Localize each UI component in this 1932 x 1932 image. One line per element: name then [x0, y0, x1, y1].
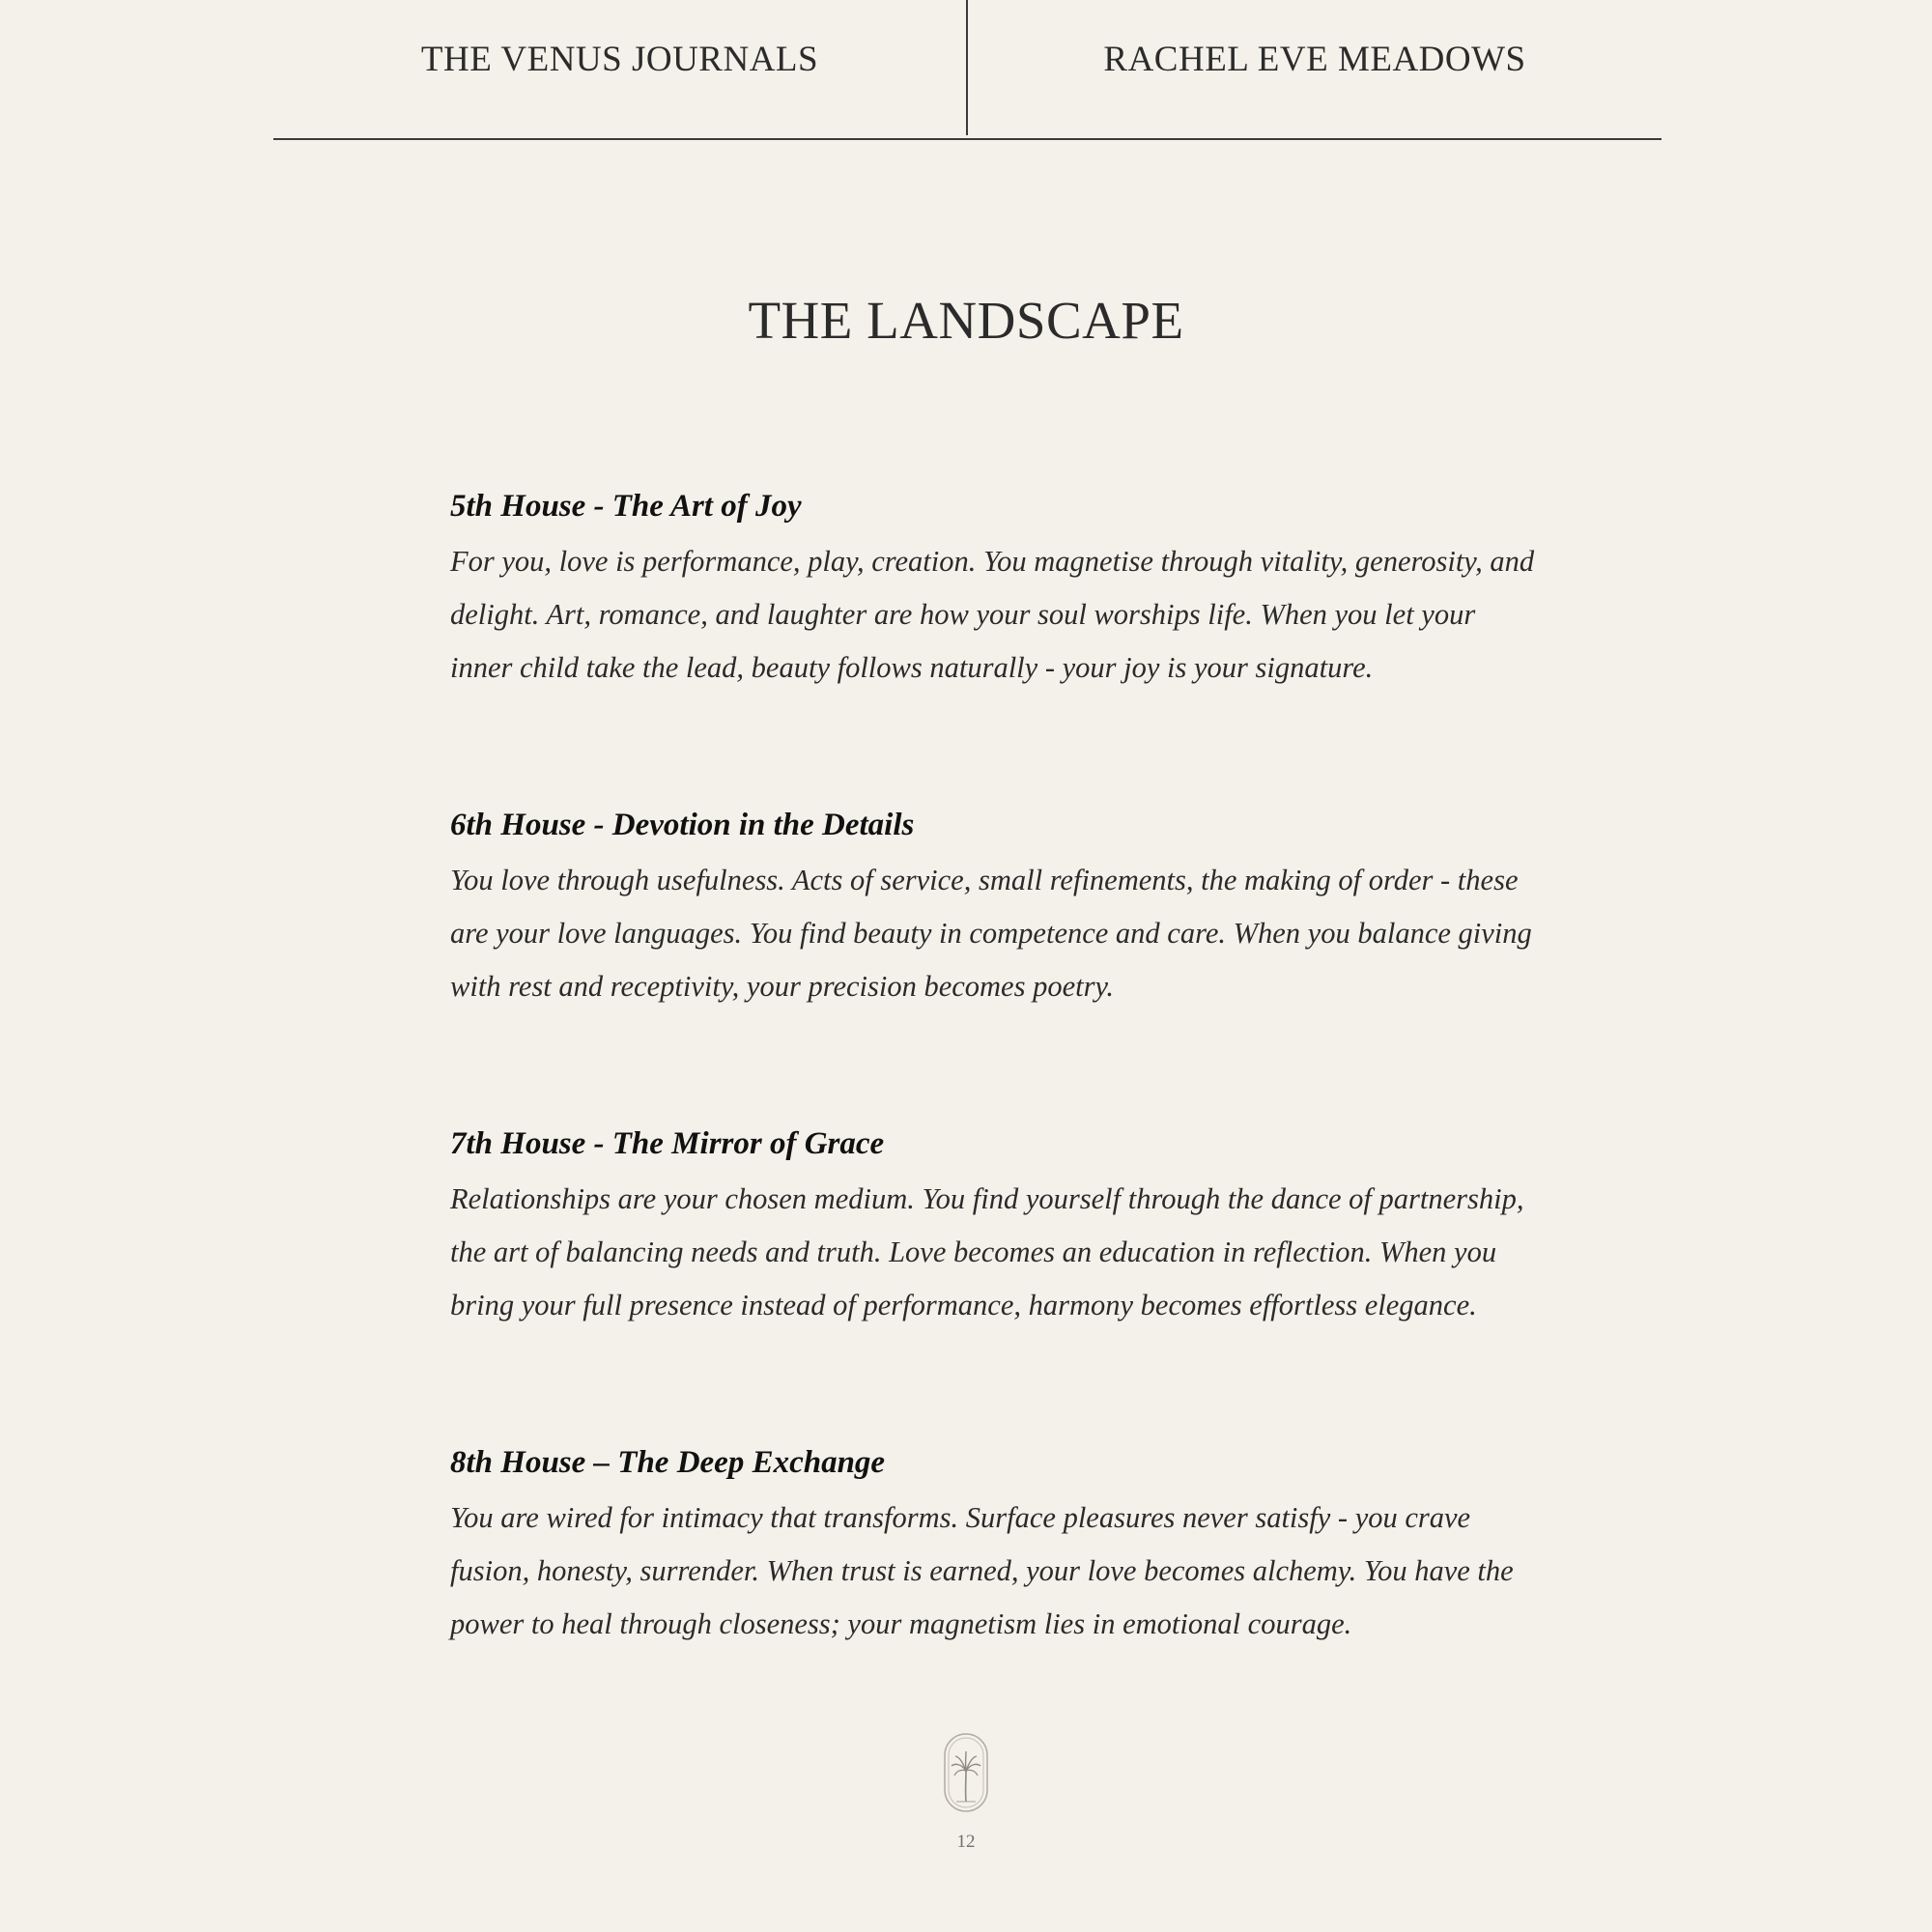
section-body: [450, 854, 1532, 1013]
body-line: For you, love is performance, play, creation. You magnetise through vitality, generosity, and: [450, 545, 1535, 578]
section-body: [450, 535, 1535, 695]
section-heading: 6th House - Devotion in the Details: [450, 808, 915, 842]
body-line: inner child take the lead, beauty follows naturally - your joy is your signature.: [450, 651, 1374, 684]
section-heading: 5th House - The Art of Joy: [450, 489, 802, 524]
body-line: with rest and receptivity, your precision becomes poetry.: [450, 970, 1114, 1003]
body-line: are your love languages. You find beauty in competence and care. When you balance giving: [450, 917, 1532, 950]
body-line: You are wired for intimacy that transforms. Surface pleasures never satisfy - you crave: [450, 1501, 1471, 1534]
page-header: [273, 0, 1662, 140]
journal-title: THE VENUS JOURNALS: [420, 40, 819, 79]
author-name: RACHEL EVE MEADOWS: [1103, 40, 1526, 79]
body-line: delight. Art, romance, and laughter are how your soul worships life. When you let your: [450, 598, 1476, 631]
palm-tree-arch-icon: [943, 1732, 989, 1813]
body-line: fusion, honesty, surrender. When trust is earned, your love becomes alchemy. You have the: [450, 1554, 1514, 1587]
section-8th-house: [450, 1439, 1513, 1651]
section-body: [450, 1492, 1513, 1651]
body-line: bring your full presence instead of performance, harmony becomes effortless elegance.: [450, 1289, 1477, 1321]
body-line: Relationships are your chosen medium. You find yourself through the dance of partnership,: [450, 1182, 1524, 1215]
section-7th-house: [450, 1121, 1524, 1332]
body-line: the art of balancing needs and truth. Love becomes an education in reflection. When you: [450, 1236, 1497, 1268]
section-heading: 7th House - The Mirror of Grace: [450, 1126, 885, 1161]
page-number: 12: [956, 1832, 976, 1852]
section-5th-house: [450, 483, 1535, 695]
section-heading: 8th House – The Deep Exchange: [450, 1445, 886, 1480]
body-line: power to heal through closeness; your magnetism lies in emotional courage.: [450, 1607, 1352, 1640]
section-body: [450, 1173, 1524, 1332]
body-line: You love through usefulness. Acts of service, small refinements, the making of order - these: [450, 864, 1519, 896]
page-title: THE LANDSCAPE: [748, 291, 1184, 350]
section-6th-house: [450, 802, 1532, 1013]
